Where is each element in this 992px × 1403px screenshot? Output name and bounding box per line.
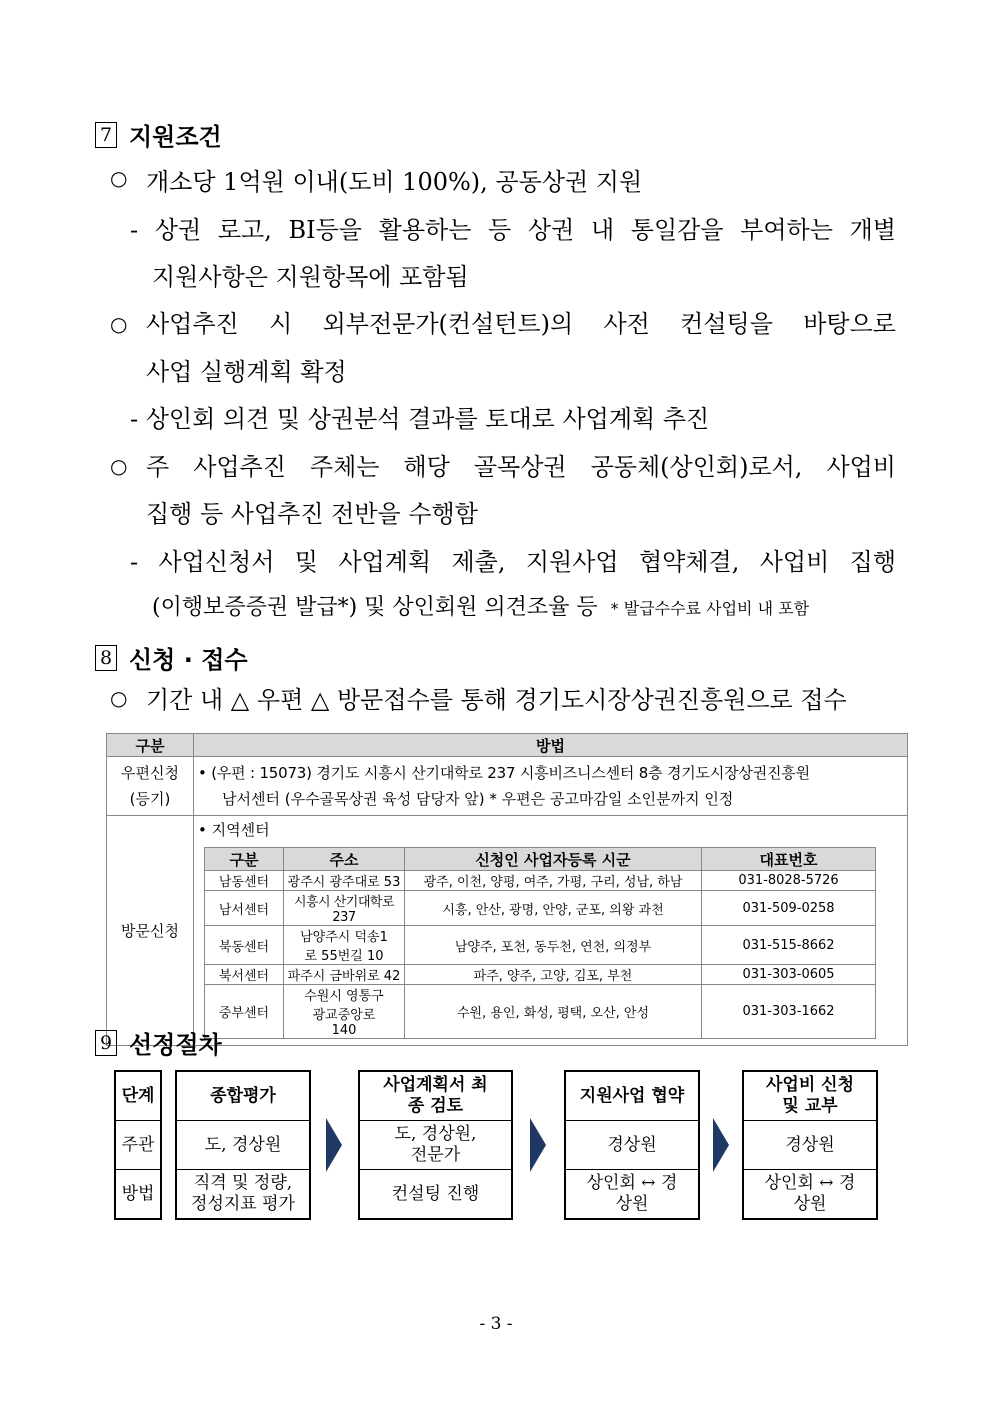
circle-bullet-icon: ○ bbox=[110, 166, 128, 190]
col-header: 신청인 사업자등록 시군 bbox=[405, 848, 702, 871]
center-phone: 031-515-8662 bbox=[702, 926, 876, 965]
flow-step-2 bbox=[358, 1070, 513, 1220]
mail-row bbox=[107, 757, 908, 816]
center-area: 광주, 이천, 양평, 여주, 가평, 구리, 성남, 하남 bbox=[405, 871, 702, 891]
step-method: 컨설팅 진행 bbox=[391, 1183, 480, 1204]
table-row bbox=[205, 891, 876, 926]
sub-bullet-text: - 상인회 의견 및 상권분석 결과를 토대로 사업계획 추진 bbox=[130, 405, 710, 433]
center-phone: 031-303-0605 bbox=[702, 965, 876, 985]
row-label-stage: 단계 bbox=[116, 1072, 160, 1121]
bullet-text: 기간 내 △ 우편 △ 방문접수를 통해 경기도시장상권진흥원으로 접수 bbox=[146, 686, 847, 714]
center-phone: 031-8028-5726 bbox=[702, 871, 876, 891]
center-name: 남동센터 bbox=[205, 871, 284, 891]
center-name: 북서센터 bbox=[205, 965, 284, 985]
step-method: 직격 및 정량, 정성지표 평가 bbox=[191, 1173, 295, 1214]
application-table bbox=[106, 733, 908, 1046]
mail-label-line2: (등기) bbox=[129, 790, 171, 808]
flow-step-1 bbox=[175, 1070, 311, 1220]
center-area: 남양주, 포천, 동두천, 연천, 의정부 bbox=[405, 926, 702, 965]
arrow-right-icon bbox=[326, 1118, 342, 1172]
section-7-heading bbox=[95, 117, 222, 152]
row-label-owner: 주관 bbox=[116, 1121, 160, 1170]
center-addr: 시흥시 산기대학로 237 bbox=[284, 891, 405, 926]
step-owner: 도, 경상원, 전문가 bbox=[360, 1121, 511, 1170]
section-number: 8 bbox=[95, 645, 117, 671]
bullet-text-cont: 집행 등 사업추진 전반을 수행함 bbox=[146, 500, 478, 528]
section-title: 신청 · 접수 bbox=[129, 646, 248, 674]
step-stage: 종합평가 bbox=[177, 1072, 309, 1121]
visit-label: 방문신청 bbox=[107, 816, 194, 1046]
bullet-text: 개소당 1억원 이내(도비 100%), 공동상권 지원 bbox=[146, 168, 643, 196]
step-stage: 지원사업 협약 bbox=[566, 1072, 698, 1121]
center-addr: 광주시 광주대로 53 bbox=[284, 871, 405, 891]
table-row bbox=[205, 871, 876, 891]
visit-sub: • 지역센터 bbox=[198, 821, 270, 839]
arrow-right-icon bbox=[530, 1118, 546, 1172]
mail-label bbox=[107, 757, 194, 816]
step-stage: 사업비 신청 및 교부 bbox=[744, 1072, 876, 1121]
step-owner: 경상원 bbox=[566, 1121, 698, 1170]
center-name: 북동센터 bbox=[205, 926, 284, 965]
bullet-text-cont: 사업 실행계획 확정 bbox=[146, 358, 347, 386]
step-owner: 경상원 bbox=[744, 1121, 876, 1170]
flow-step-4 bbox=[742, 1070, 878, 1220]
table-row bbox=[205, 965, 876, 985]
center-phone: 031-509-0258 bbox=[702, 891, 876, 926]
row-label-method: 방법 bbox=[121, 1183, 155, 1204]
center-area: 시흥, 안산, 광명, 안양, 군포, 의왕 과천 bbox=[405, 891, 702, 926]
section-title: 지원조건 bbox=[129, 123, 222, 151]
section-8-heading bbox=[95, 640, 248, 675]
flow-row-labels bbox=[114, 1070, 162, 1220]
header-category: 구분 bbox=[107, 734, 194, 757]
section-number: 9 bbox=[95, 1030, 117, 1056]
bullet-text: 주 사업추진 주체는 해당 골목상권 공동체(상인회)로서, 사업비 bbox=[146, 453, 896, 481]
footnote: * 발급수수료 사업비 내 포함 bbox=[610, 599, 810, 618]
header-method: 방법 bbox=[194, 734, 908, 757]
section-number: 7 bbox=[95, 122, 117, 148]
center-phone: 031-303-1662 bbox=[702, 985, 876, 1039]
section-9-heading bbox=[95, 1025, 222, 1060]
centers-table bbox=[204, 847, 876, 1039]
center-name: 남서센터 bbox=[205, 891, 284, 926]
step-owner: 도, 경상원 bbox=[177, 1121, 309, 1170]
col-header: 구분 bbox=[205, 848, 284, 871]
mail-label-line1: 우편신청 bbox=[121, 764, 179, 782]
mail-text bbox=[194, 757, 908, 816]
center-name: 중부센터 bbox=[205, 985, 284, 1039]
col-header: 주소 bbox=[284, 848, 405, 871]
table-row bbox=[205, 985, 876, 1039]
page-number: - 3 - bbox=[479, 1314, 513, 1334]
center-area: 파주, 양주, 고양, 김포, 부천 bbox=[405, 965, 702, 985]
step-stage: 사업계획서 최종 검토 bbox=[360, 1072, 511, 1121]
center-addr: 파주시 금바위로 42 bbox=[284, 965, 405, 985]
sub-bullet-text-cont bbox=[152, 590, 809, 621]
circle-bullet-icon: ○ bbox=[110, 454, 128, 478]
center-area: 수원, 용인, 화성, 평택, 오산, 안성 bbox=[405, 985, 702, 1039]
table-row bbox=[205, 926, 876, 965]
mail-text-line2: 남서센터 (우수골목상권 육성 담당자 앞) * 우편은 공고마감일 소인분까지 인정 bbox=[222, 790, 734, 808]
section-title: 선정절차 bbox=[129, 1031, 222, 1059]
arrow-right-icon bbox=[713, 1118, 729, 1172]
sub-bullet-text: - 사업신청서 및 사업계획 제출, 지원사업 협약체결, 사업비 집행 bbox=[130, 548, 896, 576]
center-addr: 수원시 영통구 광교중앙로 140 bbox=[284, 985, 405, 1039]
mail-text-line1: • (우편 : 15073) 경기도 시흥시 산기대학로 237 시흥비즈니스센터 8층 경기도시장상권진흥원 bbox=[198, 764, 810, 782]
center-addr: 남양주시 덕송1로 55번길 10 bbox=[284, 926, 405, 965]
step-method: 상인회 ↔ 경상원 bbox=[586, 1173, 678, 1214]
flow-step-3 bbox=[564, 1070, 700, 1220]
circle-bullet-icon: ○ bbox=[110, 686, 128, 710]
circle-bullet-icon: ○ bbox=[110, 312, 128, 336]
col-header: 대표번호 bbox=[702, 848, 876, 871]
step-method: 상인회 ↔ 경상원 bbox=[764, 1173, 856, 1214]
sub-bullet-text: - 상권 로고, BI등을 활용하는 등 상권 내 통일감을 부여하는 개별 bbox=[130, 216, 896, 244]
visit-content bbox=[194, 816, 908, 1046]
bullet-text: 사업추진 시 외부전문가(컨설턴트)의 사전 컨설팅을 바탕으로 bbox=[146, 310, 896, 338]
bond-text: (이행보증증권 발급*) 및 상인회원 의견조율 등 bbox=[152, 595, 598, 620]
visit-row bbox=[107, 816, 908, 1046]
sub-bullet-text-cont: 지원사항은 지원항목에 포함됨 bbox=[152, 263, 469, 291]
